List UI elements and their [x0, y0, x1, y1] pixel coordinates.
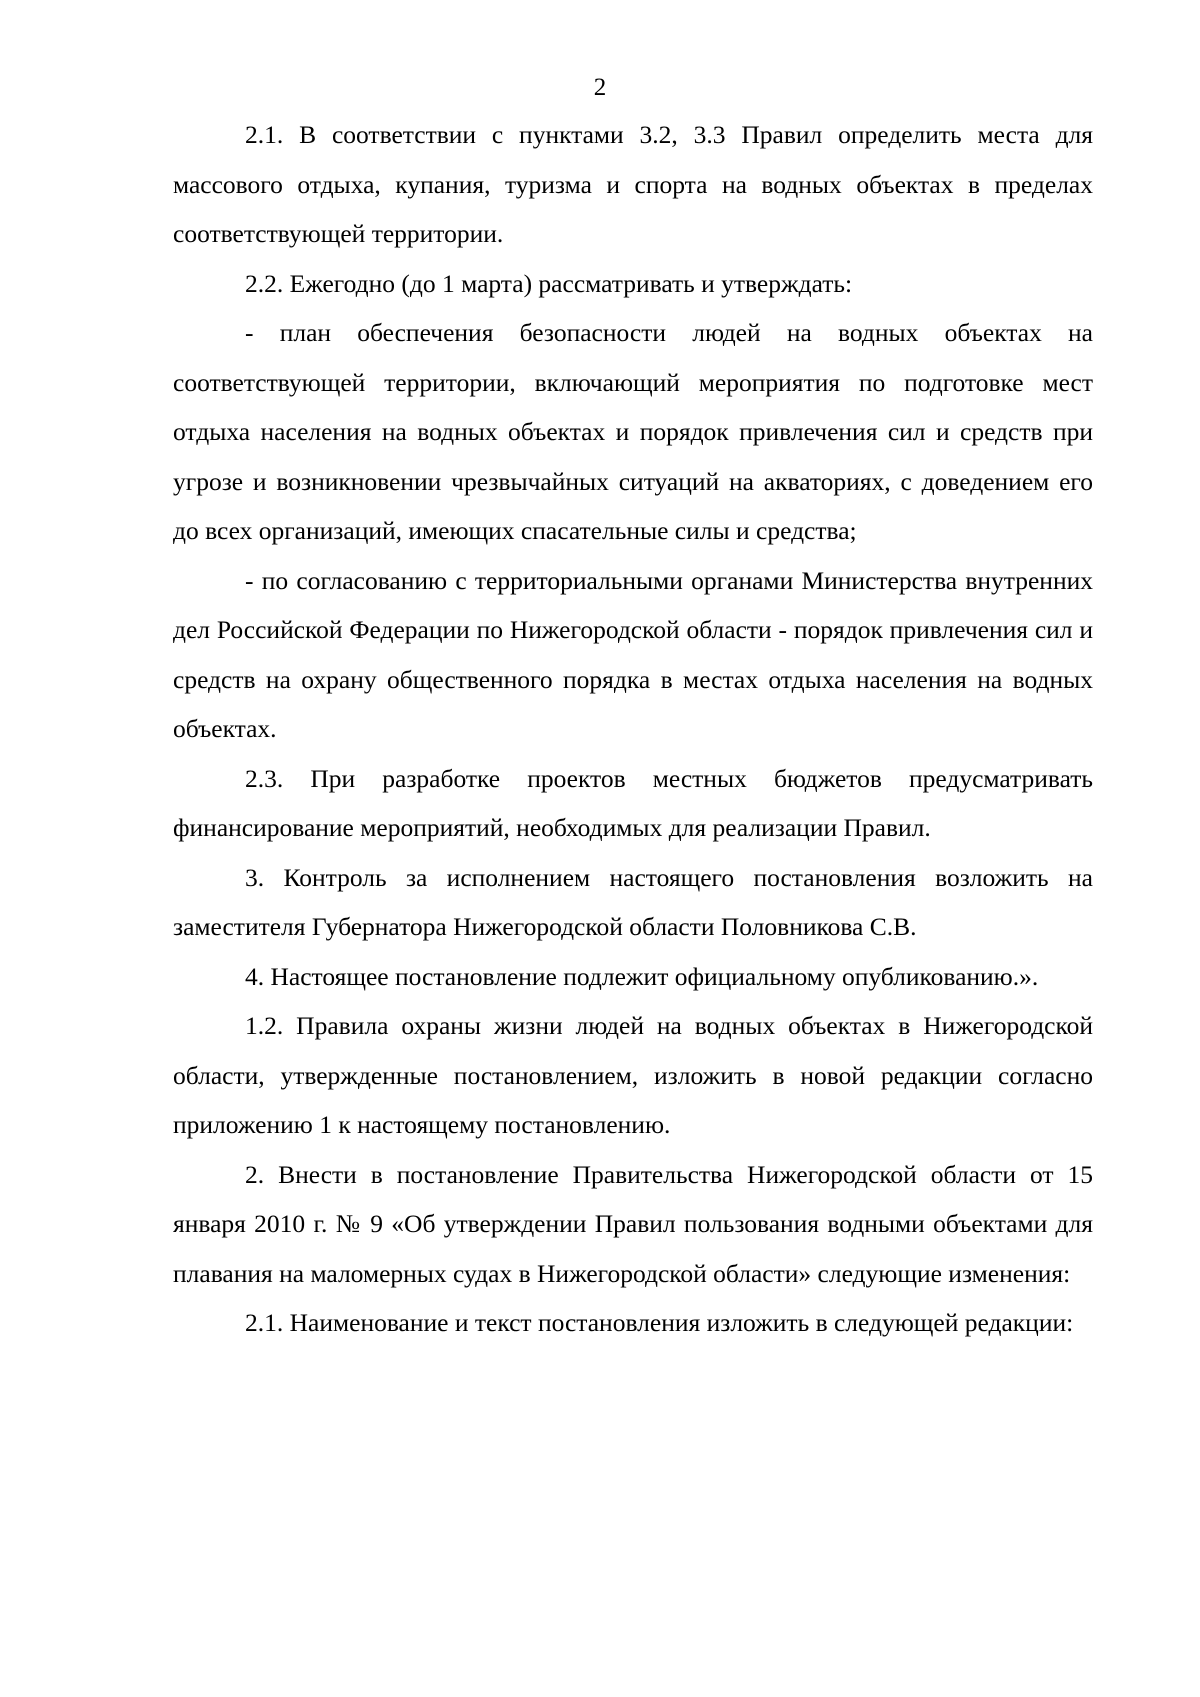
paragraph-2-3-budgets: 2.3. При разработке проектов местных бюджетов предусматривать финансирование мероприятий, необходимых для реализации Правил.: [173, 763, 1093, 842]
paragraph-2-2-annual: 2.2. Ежегодно (до 1 марта) рассматривать и утверждать:: [245, 268, 853, 298]
document-body: [173, 110, 1093, 1348]
paragraph-police-coordination: - по согласованию с территориальными органами Министерства внутренних дел Российской Федерации по Нижегородской области - порядок привлечения сил и средств на охрану общественного порядка в местах отдыха населения на водных объектах.: [173, 565, 1093, 743]
paragraph-3-control: 3. Контроль за исполнением настоящего постановления возложить на заместителя Губернатора Нижегородской области Половникова С.В.: [173, 862, 1093, 941]
paragraph-2-1-places: 2.1. В соответствии с пунктами 3.2, 3.3 Правил определить места для массового отдыха, купания, туризма и спорта на водных объектах в пределах соответствующей территории.: [173, 120, 1093, 248]
page-number: 2: [593, 74, 607, 101]
paragraph-2-amendments: 2. Внести в постановление Правительства Нижегородской области от 15 января 2010 г. № 9 «Об утверждении Правил пользования водными объектами для плавания на маломерных судах в Нижегородской области» следующие изменения:: [173, 1159, 1093, 1288]
paragraph-1-2-rules: 1.2. Правила охраны жизни людей на водных объектах в Нижегородской области, утвержденные постановлением, изложить в новой редакции согласно приложению 1 к настоящему постановлению.: [173, 1011, 1093, 1139]
paragraph-safety-plan: - план обеспечения безопасности людей на водных объектах на соответствующей территории, включающий мероприятия по подготовке мест отдыха населения на водных объектах и порядок привлечения сил и средств при угрозе и возникновении чрезвычайных ситуаций на акваториях, с доведением его до всех организаций, имеющих спасательные силы и средства;: [173, 318, 1093, 545]
paragraph-4-publication: 4. Настоящее постановление подлежит официальному опубликованию.».: [245, 961, 1039, 991]
paragraph-2-1-title: 2.1. Наименование и текст постановления изложить в следующей редакции:: [245, 1308, 1074, 1337]
